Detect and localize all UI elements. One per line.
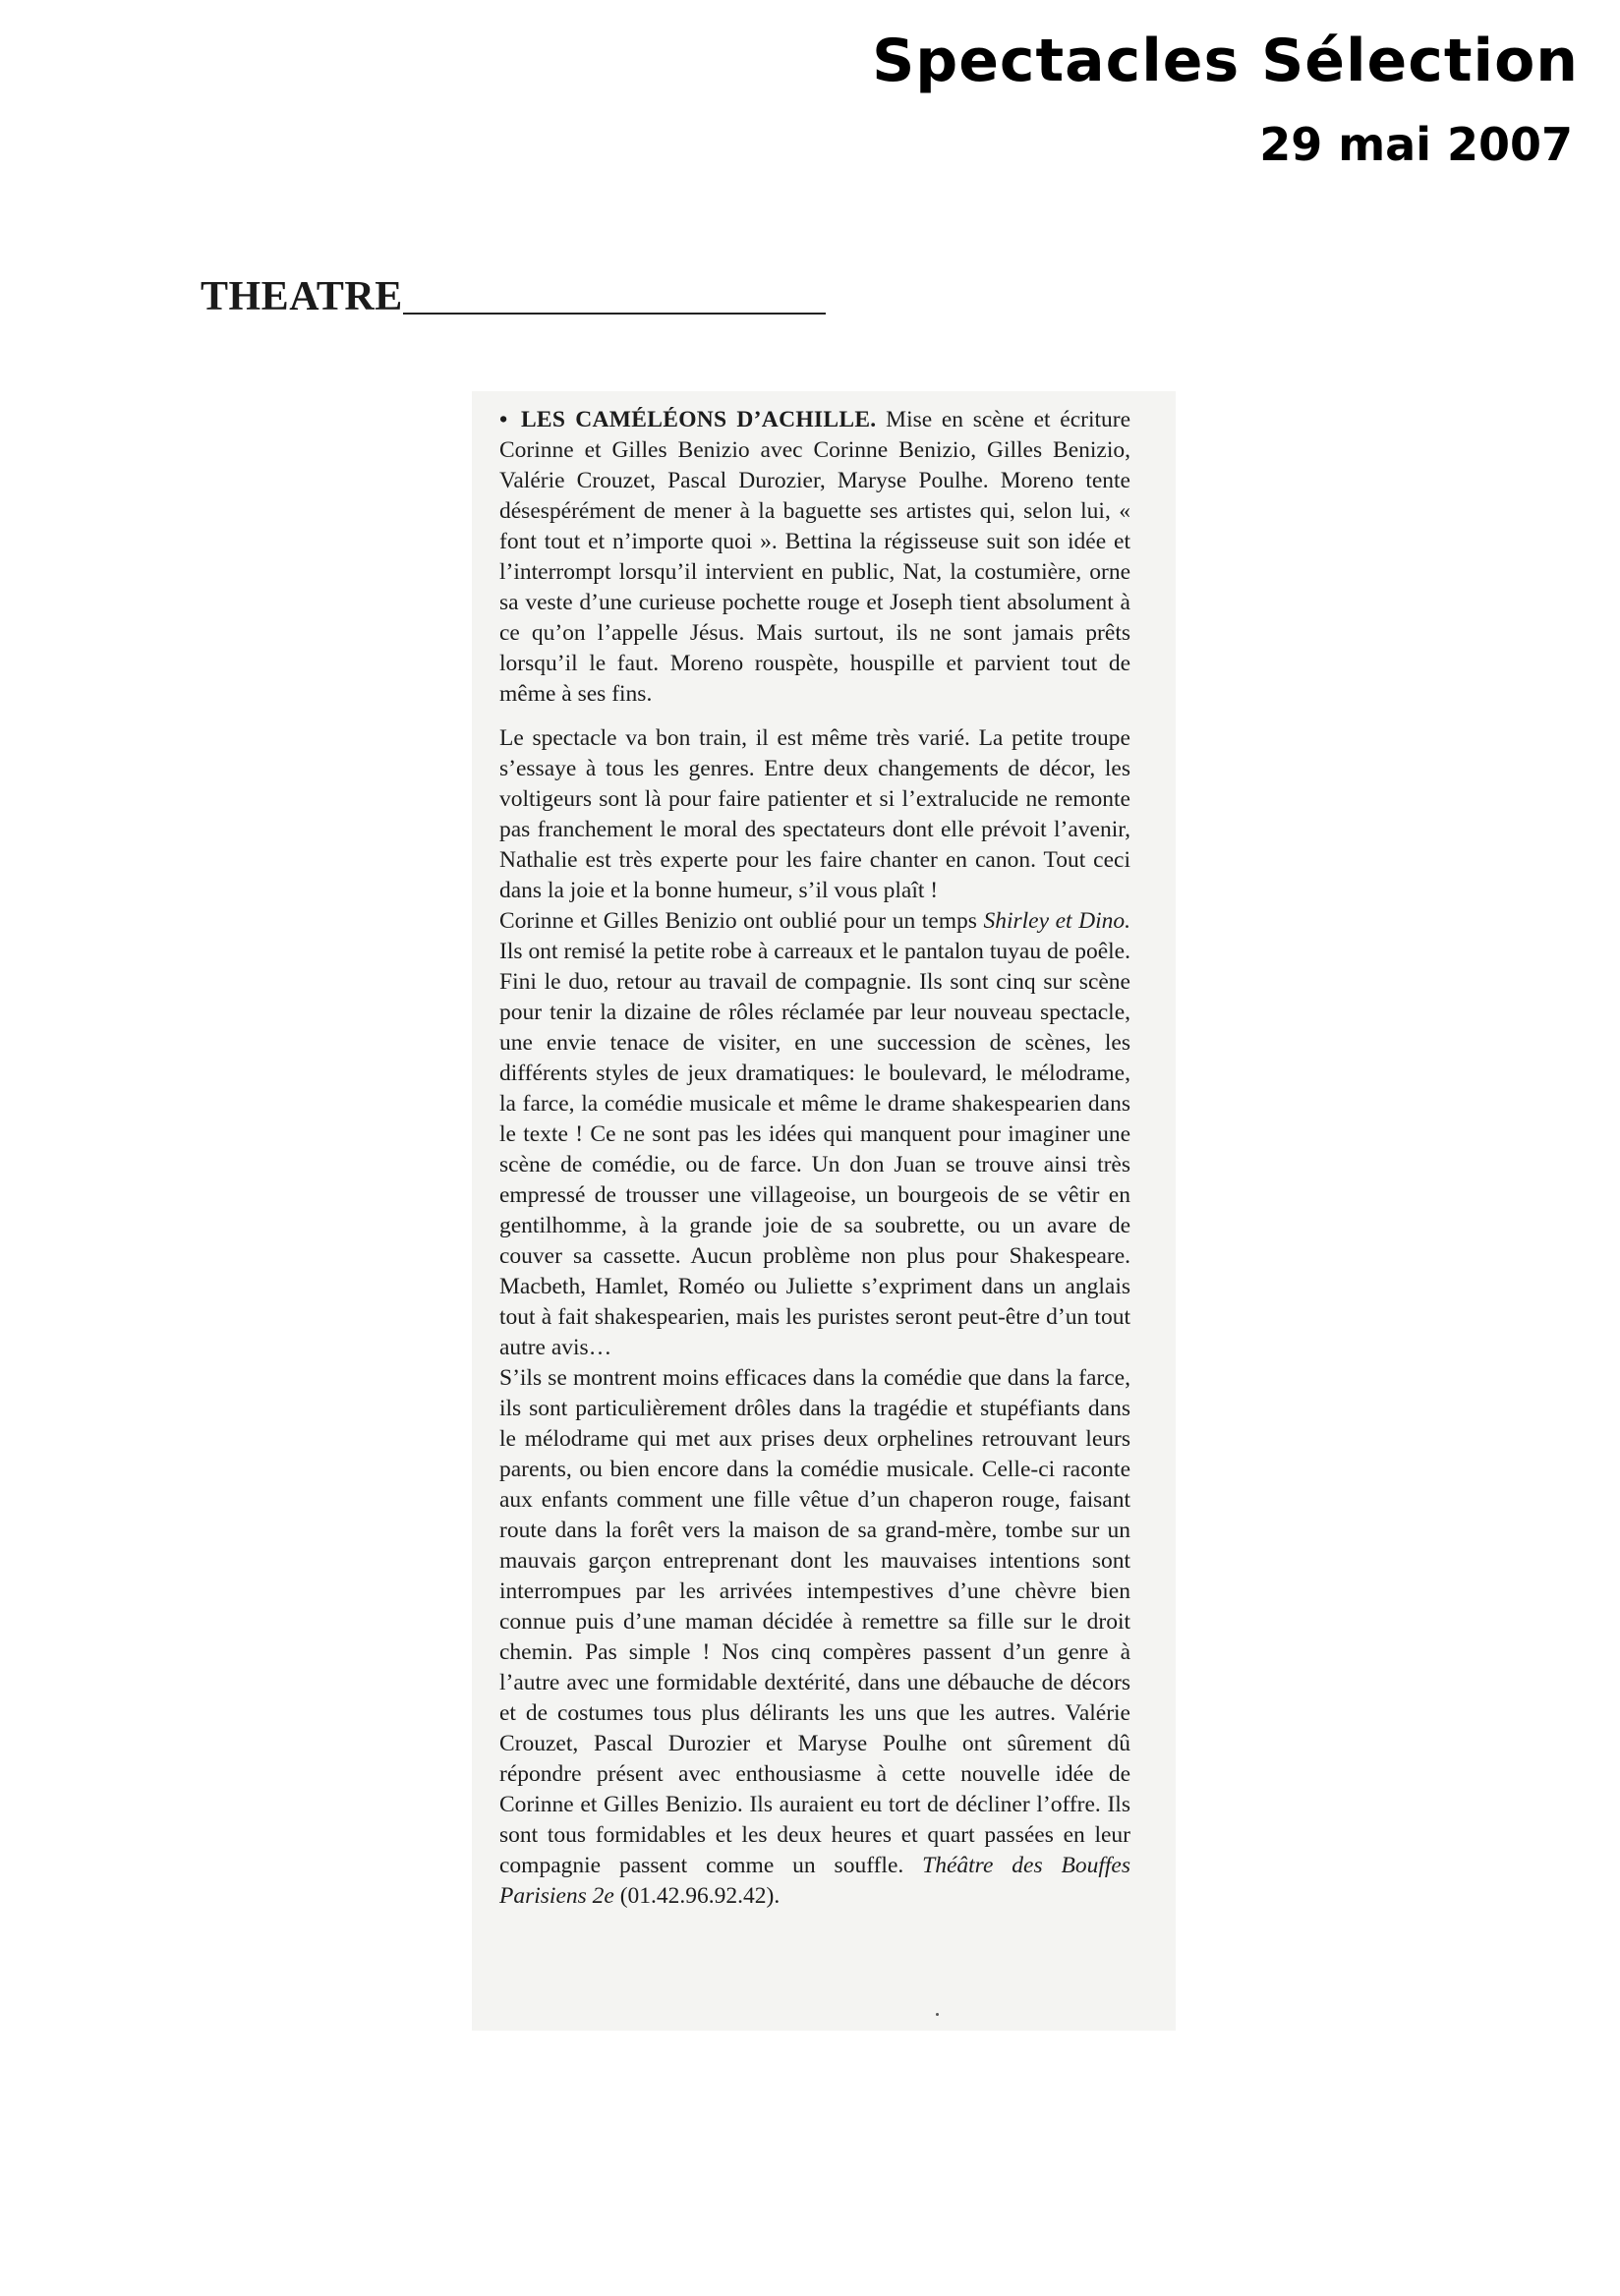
article-headline: LES CAMÉLÉONS D’ACHILLE. xyxy=(520,407,877,432)
section-heading: THEATRE xyxy=(201,274,403,319)
section-rule xyxy=(403,313,826,315)
article-paragraph-2: Le spectacle va bon train, il est même très varié. La petite troupe s’essaye à tous les genres. Entre deux changements de décor, les voltigeurs sont là pour faire patienter et si l’extralucide ne remonte pas franchement le moral des spectateurs dont elle prévoit l’avenir, Nathalie est très experte pour les faire chanter en canon. Tout ceci dans la joie et la bonne humeur, s’il vous plaît ! xyxy=(499,725,1130,903)
article-intro-paragraph xyxy=(499,405,1130,710)
article-venue: Théâtre des Bouffes Parisiens 2e xyxy=(499,1853,1131,1909)
article-phone: (01.42.96.92.42). xyxy=(613,1883,781,1909)
publication-title: Spectacles Sélection xyxy=(872,27,1579,95)
article-paragraph-3-rest: Ils ont remisé la petite robe à carreaux et le pantalon tuyau de poêle. Fini le duo, retour au travail de compagnie. Ils sont cinq sur scène pour tenir la dizaine de rôles réclamée par leur nouveau spectacle, une envie tenace de visiter, en une succession de scènes, les différents styles de jeux dramatiques: le boulevard, le mélodrame, la farce, la comédie musicale et même le drame shakespearien dans le texte ! Ce ne sont pas les idées qui manquent pour imaginer une scène de comédie, ou de farce. Un don Juan se trouve ainsi très empressé de trousser une villageoise, un bourgeois de se vêtir en gentilhomme, à la grande joie de sa soubrette, ou un avare de couver sa cassette. Aucun problème non plus pour Shakespeare. Macbeth, Hamlet, Roméo ou Juliette s’expriment dans un anglais tout à fait shakespearien, mais les puristes seront peut-être d’un tout autre avis… xyxy=(499,939,1130,1360)
article-paragraph-3-start: Corinne et Gilles Benizio ont oublié pour un temps xyxy=(499,908,984,934)
article-paragraph-4-text: S’ils se montrent moins efficaces dans la comédie que dans la farce, ils sont particulièrement drôles dans la tragédie et stupéfiants dans le mélodrame qui met aux prises deux orphelines retrouvant leurs parents, ou bien encore dans la comédie musicale. Celle-ci raconte aux enfants comment une fille vêtue d’un chaperon rouge, faisant route dans la forêt vers la maison de sa grand-mère, tombe sur un mauvais garçon entreprenant dont les mauvaises intentions sont interrompues par les arrivées intempestives d’une chèvre bien connue puis d’une maman décidée à remettre sa fille sur le droit chemin. Pas simple ! Nos cinq compères passent d’un genre à l’autre avec une formidable dextérité, dans une débauche de décors et de costumes tous plus délirants les uns que les autres. Valérie Crouzet, Pascal Durozier et Maryse Poulhe ont sûrement dû répondre présent avec enthousiasme à cette nouvelle idée de Corinne et Gilles Benizio. Ils auraient eu tort de décliner l’offre. Ils sont tous formidables et les deux heures et quart passées en leur compagnie passent comme un souffle. xyxy=(499,1365,1130,1878)
bullet-icon: • xyxy=(499,407,508,432)
print-speck xyxy=(936,2013,939,2016)
publication-date: 29 mai 2007 xyxy=(1259,118,1573,171)
article-intro-text: Mise en scène et écriture Corinne et Gilles Benizio avec Corinne Benizio, Gilles Benizio, Valérie Crouzet, Pascal Durozier, Maryse Poulhe. Moreno tente désespérément de mener à la baguette ses artistes qui, selon lui, « font tout et n’importe quoi ». Bettina la régisseuse suit son idée et l’interrompt lorsqu’il intervient en public, Nat, la costumière, orne sa veste d’une curieuse pochette rouge et Joseph tient absolument à ce qu’on l’appelle Jésus. Mais surtout, ils ne sont jamais prêts lorsqu’il le faut. Moreno rouspète, houspille et parvient tout de même à ses fins. xyxy=(499,407,1131,707)
article-paragraph-3 xyxy=(499,906,1130,1363)
article-paragraph-4 xyxy=(499,1363,1130,1912)
article-show-title: Shirley et Dino. xyxy=(983,908,1130,934)
article-body xyxy=(499,405,1130,1912)
